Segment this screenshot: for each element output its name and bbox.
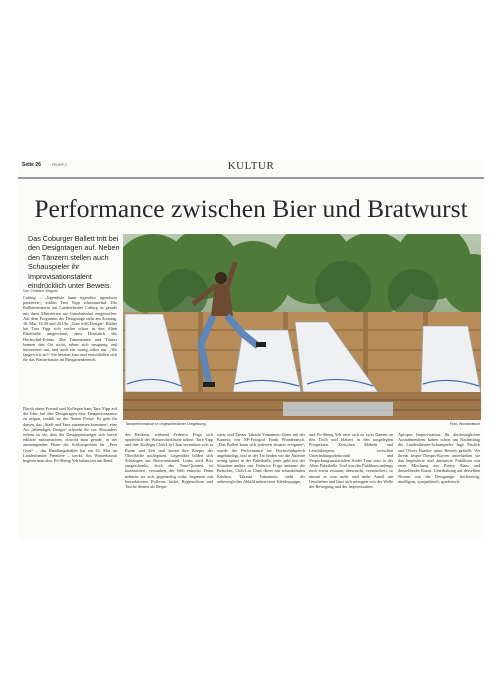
text-column-3	[217, 432, 305, 536]
text-column-2	[125, 432, 213, 536]
text-column-4	[309, 432, 393, 536]
photo-credit: Foto: Wunderatsch	[449, 422, 480, 426]
article-photo	[123, 234, 481, 420]
text-column-1b	[23, 406, 117, 536]
paragraph-5: und Po-Sheng Yeh setzt sich zu zwei Damen an den Tisch und blättert in den ausgelegten Prospekten. Zwischen Möbeln und Leuchtkörpern, zwischen Unterhaltungselektronik und Verpackungsmaterialien findet Tanz statt in der Alten Pakethalle. Und war das Publikum anfangs noch etwas erstaunt, überrascht, verunsichert, so nimmt es nun mehr und mehr Anteil am Geschehen und lässt sich mitragen von der Welle der Bewegung und der Improvisation.	[309, 432, 393, 490]
newspaper-clipping	[18, 160, 484, 540]
article-teaser: Das Coburger Ballett tritt bei den Designtagen auf. Neben den Tänzern stellen auch Schauspieler ihr Improvisationstalent eindrücklich unter Beweis.	[28, 234, 120, 291]
edition-code: FEUHP-1	[52, 163, 67, 167]
section-rule	[18, 177, 484, 179]
paragraph-1: Coburg – „Irgendwie kann irgendwo irgendwas passieren“, erklärt Tara Yipp schmunzelnd. Die Ballettmeisterin am Landestheater Coburg ist gerade mit ihren Ministerien am Güterbahnhof eingetroffen. Auf dem Programm der Designtage steht am Sonntag, 16. Mai, 16.30 und 20 Uhr „Tanz trifft Design“. Bisher hat Tara Yipp sich vorher schon in den Alten Pakethalle umgeschaut, dem Herzstück des Hochschul-Events. Die Tänzerinnen und Tänzer kennen den Ort nicht, sehen sich neugierig und interessiert um, und auch ein wenig ratlos um: „Wo fangen wir an?“ Sie beraten kurz und entschließen sich für das Wasserbassin im Biergartenbereich.	[23, 295, 117, 363]
paragraph-6: Apropos Improvisation: Ihr diesbezügliches Ausnahmetalent hatten schon am Nachmittag die Landestheater-Schauspieler Ingo Paulick und Oliver Baesler unter Beweis gestellt. Vor ihrem Impro-Thespis-Karren unterhielten sie das begeisterte und amüsierte Publikum mit einer Mischung aus Poetry Slam und darstellender Kunst. Unterhaltung auf derselben Niveau wie die Designtage: hochwertig, intelligent, sympathisch, spielerisch.	[398, 432, 480, 484]
photo-caption: Tanzperformance in ungewöhnlicher Umgebung.	[125, 422, 207, 426]
text-column-5	[398, 432, 480, 536]
dancer-photo-illustration	[123, 234, 481, 420]
page-number: Seite 26	[22, 162, 41, 168]
paragraph-2: Durch einen Freund und Kollegen kam Tara Yipp auf die Idee, bei den Designtagen eine Tanzperformance zu zeigen, erzählt sie der Neuen Presse. Es geht ihr darum, das „Stadt und Tanz zusammen kommen“, eine Art „lebendiges Design“ schwebt ihr vor. Besonders erfreut ist sie, dass der Designpreisträger sich bereit erklärte mitzumachen, obwohl man gerade, in der anstrengenden Phase der Schlussproben für „Peer Gynt“ – das Handlungsballett hat am 23. Mai im Landestheater Premiere – steckt. Am Wasserbassin beginnt man also. Po-Sheng Yeh balanciert am Rand	[23, 406, 117, 464]
section-title: KULTUR	[227, 160, 275, 172]
paragraph-3: des Beckens, während Federico Frigo sich spielerisch der Wasseroberfläche nähert. Tara Yipp und ihre Kollegin Chih-Lin Chan versenken sich in Raum und Zeit und lassen ihre Körper der Oberfläche nachspüren. Gegenüber bilden sich Schlangen am Bratwurststand. Links wird Bier ausgeschenkt, doch das Tanz-Quintett ist konzentriert, versunken, der Welt entrückt. Dann nehmen sie sich gegenseitig wahr, beginnen mit Interaktionen. Pullover, Jacke, Regenschirm und Tasche dienen als Requi-	[125, 432, 213, 490]
article-headline: Performance zwischen Bier und Bratwurst	[34, 194, 468, 223]
pallet-platform	[123, 392, 481, 420]
article-byline: Von Christine Wagner	[23, 289, 58, 293]
paragraph-4: siten, und Tänzer Takashi Yamamoto flirtet mit der Kamera von NP-Fotograf Frank Wunderatsch. „Das Ballett kann sich jederzeit situativ ereignen“, wurde die Performance im Hochschulsprech angekündigt, und in der Tat finden wir die Akteure wenig später in der Pakethalle, jeder geht mit der Situation anders um. Federico Frigo umtanzt die Besucher, Chih-Lin Chan flirtet mit schaukelnden Kindern, Takashi Yamamoto steht als unbewegliches Abbild neben einer Kleiderpuppe,	[217, 432, 305, 484]
text-column-1	[23, 295, 117, 405]
